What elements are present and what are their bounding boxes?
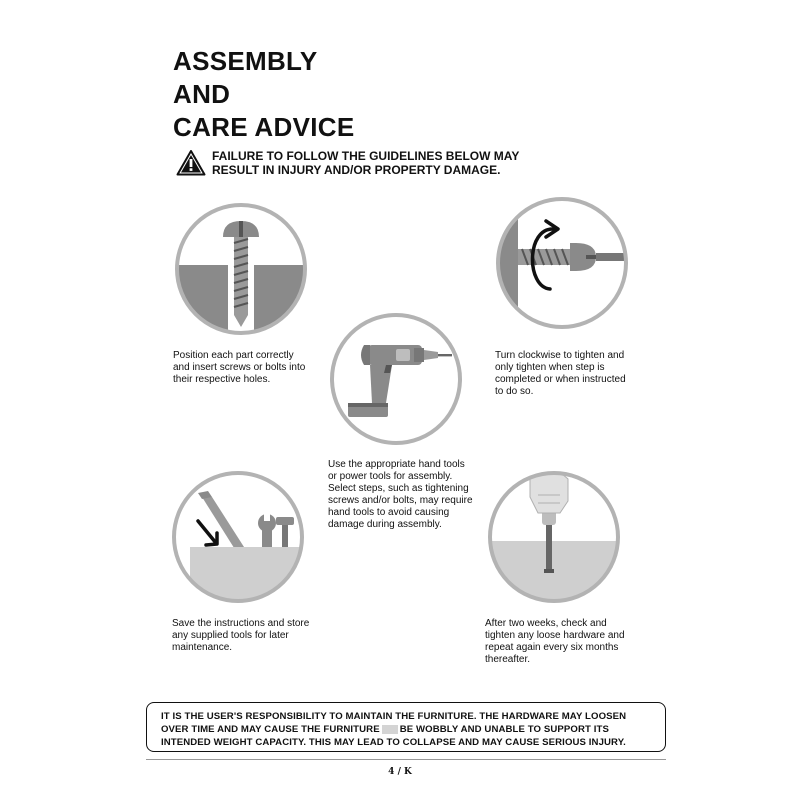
step-5-line: thereafter. — [485, 654, 531, 665]
step-5-line: tighten any loose hardware and — [485, 630, 625, 641]
step-4-text — [172, 618, 309, 654]
step-1-line: their respective holes. — [173, 374, 271, 385]
page-number-value: 4 — [388, 767, 395, 777]
step-2-line: Use the appropriate hand tools — [328, 459, 465, 470]
warning-triangle-icon — [176, 149, 206, 177]
page-number — [380, 767, 420, 777]
step-4-line: any supplied tools for later — [172, 630, 289, 641]
warning-text — [212, 149, 519, 177]
step-3-line: Turn clockwise to tighten and — [495, 350, 625, 361]
step-5-line: After two weeks, check and — [485, 618, 607, 629]
responsibility-notice — [146, 702, 666, 752]
step-3-line: completed or when instructed — [495, 374, 626, 385]
step-2-line: hand tools to avoid causing — [328, 507, 450, 518]
notice-line-1: IT IS THE USER'S RESPONSIBILITY TO MAINTAIN THE FURNITURE. THE HARDWARE MAY LOOSEN — [161, 711, 627, 722]
footer-rule — [146, 759, 666, 760]
page-title-line-2: AND — [173, 79, 231, 109]
page-title-line-3: CARE ADVICE — [173, 112, 355, 142]
page-number-separator: / — [397, 767, 401, 777]
step-5-text — [485, 618, 625, 666]
screwdriver-tighten-icon — [492, 193, 632, 338]
step-4-line: Save the instructions and store — [172, 618, 310, 629]
step-2-text — [328, 459, 473, 531]
warning-text-line-2: RESULT IN INJURY AND/OR PROPERTY DAMAGE. — [212, 163, 501, 177]
step-3-line: only tighten when step is — [495, 362, 605, 373]
screw-icon — [171, 199, 311, 344]
step-1-line: Position each part correctly — [173, 350, 294, 361]
toolbox-icon — [168, 467, 308, 612]
step-2-line: or power tools for assembly. — [328, 471, 453, 482]
step-2-line: damage during assembly. — [328, 519, 442, 530]
notice-line-2b: BE WOBBLY AND UNABLE TO SUPPORT ITS — [399, 724, 609, 735]
power-drill-icon — [326, 309, 466, 454]
step-1-line: and insert screws or bolts into — [173, 362, 306, 373]
page-title-line-1: ASSEMBLY — [173, 46, 318, 76]
step-1-text — [173, 350, 305, 386]
step-2-line: Select steps, such as tightening — [328, 483, 469, 494]
notice-line-3: INTENDED WEIGHT CAPACITY. THIS MAY LEAD TO COLLAPSE AND MAY CAUSE SERIOUS INJURY. — [161, 737, 626, 748]
step-4-line: maintenance. — [172, 642, 233, 653]
step-3-text — [495, 350, 626, 398]
step-3-line: to do so. — [495, 386, 534, 397]
redaction-mark — [382, 725, 398, 734]
warning-text-line-1: FAILURE TO FOLLOW THE GUIDELINES BELOW MAY — [212, 149, 520, 163]
hand-screwdriver-icon — [484, 467, 624, 612]
page-number-mark: K — [404, 767, 412, 777]
notice-line-2a: OVER TIME AND MAY CAUSE THE FURNITURE — [161, 724, 380, 735]
step-5-line: repeat again every six months — [485, 642, 619, 653]
step-2-line: screws and/or bolts, may require — [328, 495, 473, 506]
